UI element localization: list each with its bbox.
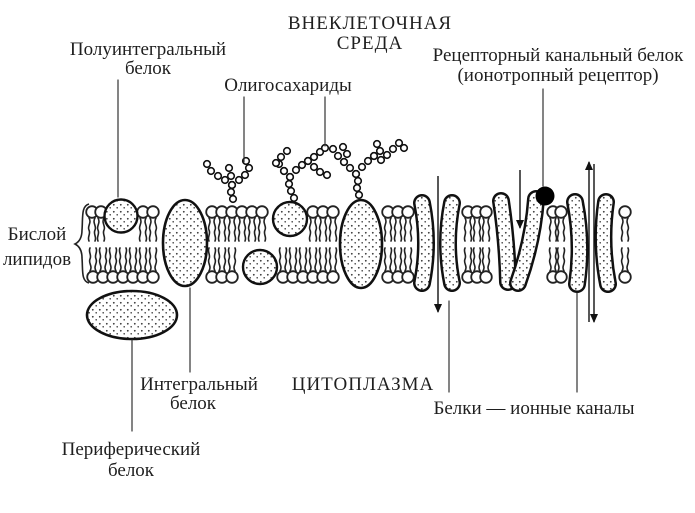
label-bilayer-line1: Бислой xyxy=(7,224,67,245)
inner-leaflet-protein xyxy=(243,250,277,284)
peripheral-protein xyxy=(87,291,177,339)
label-receptor-line2: (ионотропный рецептор) xyxy=(457,65,659,86)
label-extracellular-line2: СРЕДА xyxy=(336,33,404,54)
label-integral-line1: Интегральный xyxy=(140,374,258,395)
label-ion-channels: Белки — ионные каналы xyxy=(433,398,635,419)
integral-protein-2 xyxy=(340,200,382,288)
glycoprotein xyxy=(273,202,307,236)
label-extracellular-line1: ВНЕКЛЕТОЧНАЯ xyxy=(287,13,453,34)
oligosaccharide-chains xyxy=(204,140,408,203)
ligand-dot xyxy=(536,187,555,206)
label-peripheral-line2: белок xyxy=(107,460,155,481)
integral-protein-1 xyxy=(163,200,207,286)
label-receptor-line1: Рецепторный канальный белок xyxy=(432,45,684,66)
label-cytoplasm: ЦИТОПЛАЗМА xyxy=(291,374,435,395)
label-integral-line2: белок xyxy=(169,393,217,414)
label-oligosaccharides: Олигосахариды xyxy=(224,75,352,96)
label-semi-integral-line1: Полуинтегральный xyxy=(69,39,227,60)
semi-integral-protein xyxy=(105,200,138,233)
label-bilayer-line2: липидов xyxy=(2,249,72,270)
label-semi-integral-line2: белок xyxy=(124,58,172,79)
label-peripheral-line1: Периферический xyxy=(61,439,201,460)
ion-channel-proteins xyxy=(422,199,608,284)
